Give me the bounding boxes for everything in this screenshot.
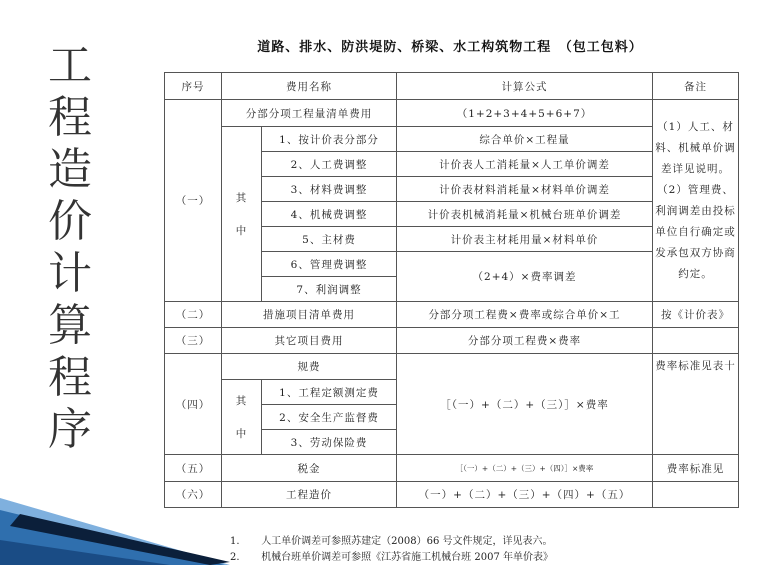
formula-cell: （一）+（二）+（三）+（四）+（五） (397, 482, 653, 508)
vertical-title (40, 40, 100, 456)
footnote-number: 2. (230, 552, 240, 563)
footnote (230, 550, 750, 566)
name-cell: 措施项目清单费用 (222, 302, 397, 328)
remark-cell: （1）人工、材料、机械单价调差详见说明。（2）管理费、利润调差由投标单位自行确定或发承包双方协商约定。 (653, 100, 739, 302)
remark-cell: 按《计价表》 (653, 302, 739, 328)
remark-cell (653, 328, 739, 354)
formula-cell: （2+4）×费率调差 (397, 252, 653, 302)
item-name-cell: 2、人工费调整 (262, 152, 397, 177)
table-row (165, 302, 739, 328)
formula-cell: 分部分项工程费×费率 (397, 328, 653, 354)
footnote-text: 机械台班单价调差可参照《江苏省施工机械台班 2007 年单价表》 (261, 552, 553, 563)
header-formula: 计算公式 (397, 73, 653, 100)
item-name-cell: 5、主材费 (262, 227, 397, 252)
formula-cell: 分部分项工程费×费率或综合单价×工 (397, 302, 653, 328)
cost-table (164, 72, 739, 508)
remark-cell: 费率标准见表十 (653, 354, 739, 455)
title-char: 工 (48, 40, 92, 91)
item-name-cell: 3、劳动保险费 (262, 430, 397, 455)
name-cell: 规费 (222, 354, 397, 380)
seq-cell: （一） (165, 100, 222, 302)
sub-label-char: 中 (235, 225, 248, 237)
item-name-cell: 6、管理费调整 (262, 252, 397, 277)
title-char: 序 (48, 404, 92, 455)
item-name-cell: 7、利润调整 (262, 277, 397, 302)
item-name-cell: 3、材料费调整 (262, 177, 397, 202)
formula-cell: ［（一）+（二）+（三）］×费率 (397, 354, 653, 455)
sub-label-cell (222, 380, 262, 455)
formula-cell: ［（一）+（二）+（三）+（四）］×费率 (397, 455, 653, 482)
formula-cell: 计价表机械消耗量×机械台班单价调差 (397, 202, 653, 227)
header-row (165, 73, 739, 100)
table-row (165, 354, 739, 380)
footnotes (230, 534, 750, 566)
table-row (165, 100, 739, 127)
formula-cell: 综合单价×工程量 (397, 127, 653, 152)
name-cell: 分部分项工程量清单费用 (222, 100, 397, 127)
table-row (165, 127, 739, 152)
formula-cell: （1+2+3+4+5+6+7） (397, 100, 653, 127)
table-row (165, 328, 739, 354)
seq-cell: （六） (165, 482, 222, 508)
title-char: 程 (48, 352, 92, 403)
footnote (230, 534, 750, 550)
item-name-cell: 1、按计价表分部分 (262, 127, 397, 152)
table-heading: 道路、排水、防洪堤防、桥梁、水工构筑物工程 （包工包料） (257, 40, 643, 55)
seq-cell: （五） (165, 455, 222, 482)
title-char: 计 (48, 248, 92, 299)
sub-label-cell (222, 127, 262, 302)
item-name-cell: 1、工程定额测定费 (262, 380, 397, 405)
name-cell: 税金 (222, 455, 397, 482)
footnote-text: 人工单价调差可参照苏建定（2008）66 号文件规定，详见表六。 (261, 536, 553, 547)
remark-cell (653, 482, 739, 508)
item-name-cell: 4、机械费调整 (262, 202, 397, 227)
title-char: 算 (48, 300, 92, 351)
sub-label-char: 其 (235, 192, 248, 204)
name-cell: 其它项目费用 (222, 328, 397, 354)
seq-cell: （四） (165, 354, 222, 455)
header-remark: 备注 (653, 73, 739, 100)
formula-cell: 计价表主材耗用量×材料单价 (397, 227, 653, 252)
formula-cell: 计价表人工消耗量×人工单价调差 (397, 152, 653, 177)
header-seq: 序号 (165, 73, 222, 100)
sub-label-char: 其 (235, 395, 248, 407)
sub-label-char: 中 (235, 428, 248, 440)
title-char: 程 (48, 92, 92, 143)
remark-cell: 费率标准见 (653, 455, 739, 482)
table-row (165, 482, 739, 508)
seq-cell: （二） (165, 302, 222, 328)
formula-cell: 计价表材料消耗量×材料单价调差 (397, 177, 653, 202)
decorative-wedge (0, 480, 230, 565)
seq-cell: （三） (165, 328, 222, 354)
title-char: 价 (48, 196, 92, 247)
title-char: 造 (48, 144, 92, 195)
item-name-cell: 2、安全生产监督费 (262, 405, 397, 430)
table-row (165, 455, 739, 482)
name-cell: 工程造价 (222, 482, 397, 508)
footnote-number: 1. (230, 536, 240, 547)
header-name: 费用名称 (222, 73, 397, 100)
